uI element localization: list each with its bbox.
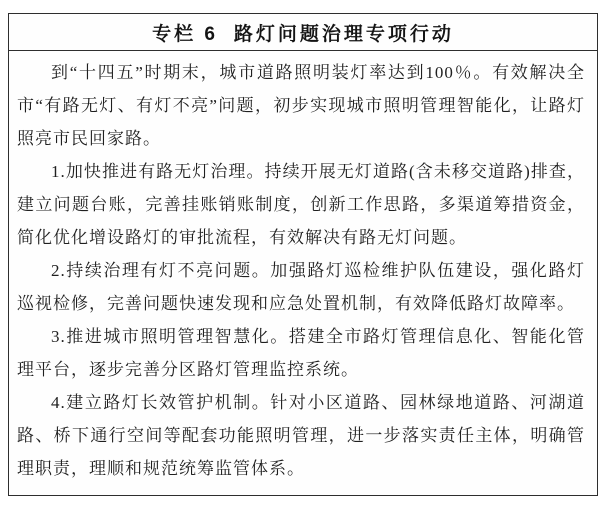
paragraph: 1.加快推进有路无灯治理。持续开展无灯道路(含未移交道路)排查，建立问题台账，完善挂账销账制度，创新工作思路，多渠道筹措资金，简化优化增设路灯的审批流程，有效解决有路无灯问题。: [17, 162, 585, 247]
box-header-label: 专栏 6: [152, 23, 218, 45]
box-header: [9, 14, 597, 51]
paragraph: 4.建立路灯长效管护机制。针对小区道路、园林绿地道路、河湖道路、桥下通行空间等配套功能照明管理，进一步落实责任主体，明确管理职责，理顺和规范统筹监管体系。: [17, 393, 585, 478]
special-action-column-box: [8, 13, 598, 496]
box-header-title: 路灯问题治理专项行动: [233, 23, 454, 45]
paragraph: 2.持续治理有灯不亮问题。加强路灯巡检维护队伍建设，强化路灯巡视检修，完善问题快速发现和应急处置机制，有效降低路灯故障率。: [17, 261, 585, 313]
box-body: [9, 51, 597, 485]
paragraph: 到“十四五”时期末，城市道路照明装灯率达到100％。有效解决全市“有路无灯、有灯不亮”问题，初步实现城市照明管理智能化，让路灯照亮市民回家路。: [17, 63, 585, 148]
paragraph: 3.推进城市照明管理智慧化。搭建全市路灯管理信息化、智能化管理平台，逐步完善分区路灯管理监控系统。: [17, 327, 585, 379]
